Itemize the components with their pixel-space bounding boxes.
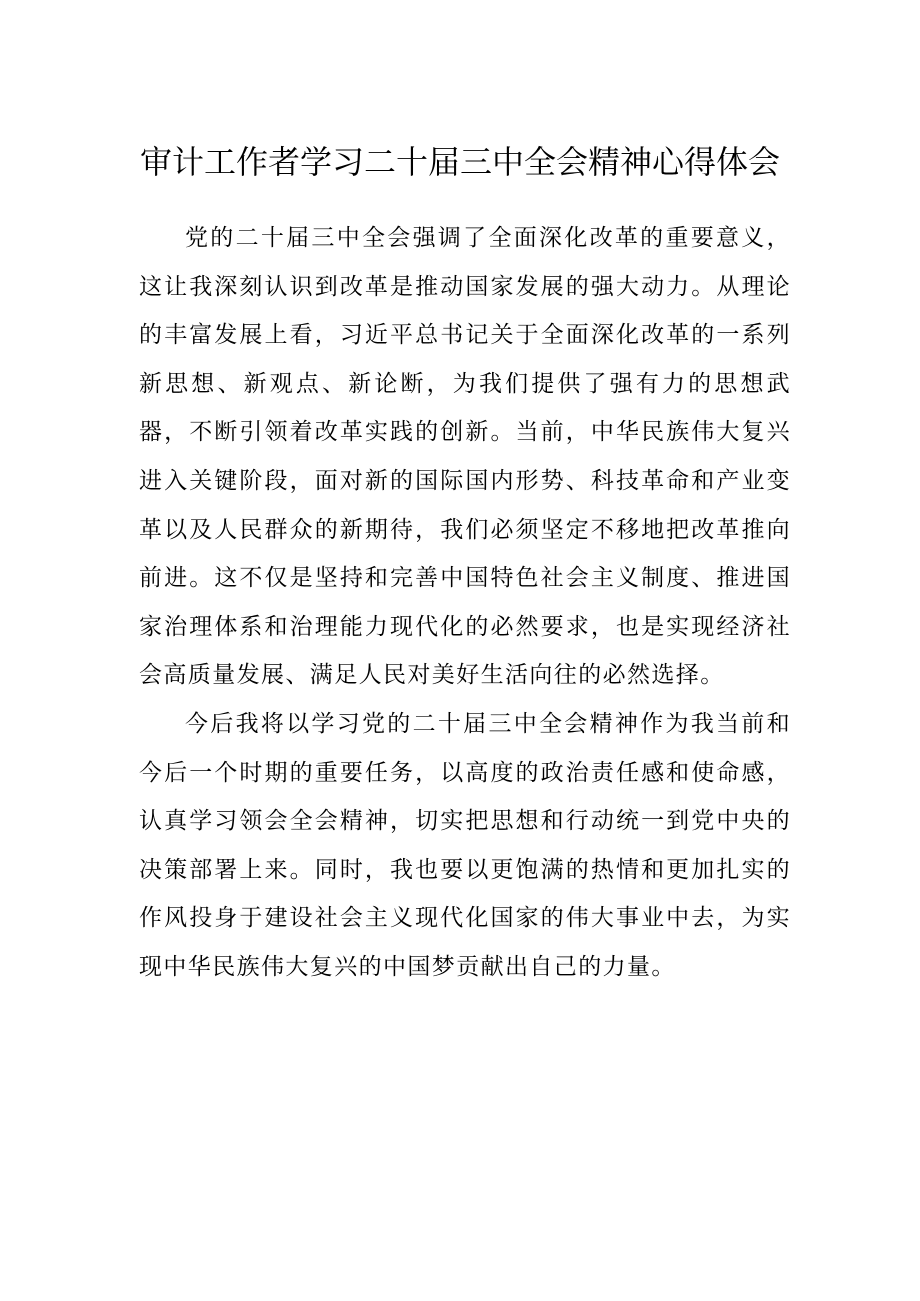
paragraph: 党的二十届三中全会强调了全面深化改革的重要意义，这让我深刻认识到改革是推动国家发展的强大动力。从理论的丰富发展上看，习近平总书记关于全面深化改革的一系列新思想、新观点、新论断，为我们提供了强有力的思想武器，不断引领着改革实践的创新。当前，中华民族伟大复兴进入关键阶段，面对新的国际国内形势、科技革命和产业变革以及人民群众的新期待，我们必须坚定不移地把改革推向前进。这不仅是坚持和完善中国特色社会主义制度、推进国家治理体系和治理能力现代化的必然要求，也是实现经济社会高质量发展、满足人民对美好生活向往的必然选择。 bbox=[139, 225, 791, 689]
document-body bbox=[139, 214, 791, 992]
paragraph: 今后我将以学习党的二十届三中全会精神作为我当前和今后一个时期的重要任务，以高度的政治责任感和使命感，认真学习领会全会精神，切实把思想和行动统一到党中央的决策部署上来。同时，我也要以更饱满的热情和更加扎实的作风投身于建设社会主义现代化国家的伟大事业中去，为实现中华民族伟大复兴的中国梦贡献出自己的力量。 bbox=[139, 710, 791, 980]
document-title: 审计工作者学习二十届三中全会精神心得体会 bbox=[140, 143, 781, 181]
